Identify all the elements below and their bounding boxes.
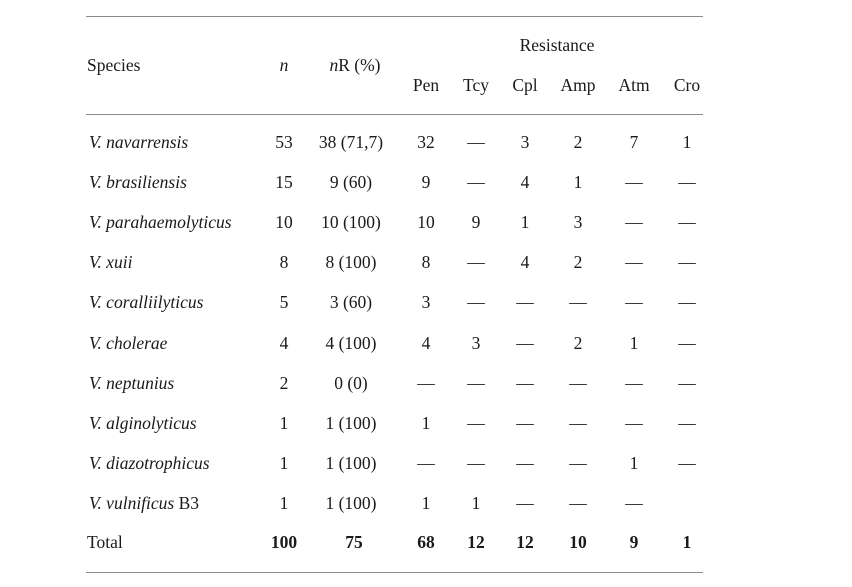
resistance-value: — bbox=[625, 212, 643, 233]
nr-value: 3 (60) bbox=[329, 292, 373, 313]
resistance-value: 10 bbox=[417, 212, 435, 233]
resistance-value: 9 bbox=[421, 172, 431, 193]
resistance-value: — bbox=[516, 412, 534, 433]
resistance-value: — bbox=[516, 452, 534, 473]
resistance-value: — bbox=[569, 452, 587, 473]
total-value: 12 bbox=[467, 532, 485, 552]
species-name: V. neptunius bbox=[89, 372, 175, 393]
resistance-value: — bbox=[678, 252, 696, 273]
resistance-value: 2 bbox=[573, 132, 583, 152]
n-value: 1 bbox=[279, 492, 289, 513]
resistance-value: — bbox=[516, 292, 534, 313]
n-value: 15 bbox=[275, 172, 293, 193]
nr-value: 9 (60) bbox=[329, 172, 373, 193]
species-name: V. xuii bbox=[89, 252, 133, 273]
total-value: 12 bbox=[516, 532, 534, 552]
species-name: V. parahaemolyticus bbox=[89, 212, 232, 233]
resistance-value: 7 bbox=[629, 132, 639, 152]
resistance-value: 1 bbox=[629, 332, 639, 353]
resistance-value: 2 bbox=[573, 252, 583, 273]
resistance-value: — bbox=[467, 412, 485, 433]
resistance-value: — bbox=[678, 172, 696, 193]
header-rule bbox=[86, 114, 703, 115]
resistance-value: 1 bbox=[520, 212, 530, 233]
header-nr-label: R (%) bbox=[338, 55, 381, 75]
resistance-value: 32 bbox=[417, 132, 435, 152]
header-atm: Atm bbox=[618, 75, 650, 95]
n-value: 2 bbox=[279, 372, 289, 393]
resistance-value: — bbox=[516, 492, 534, 513]
nr-value: 0 (0) bbox=[334, 372, 368, 393]
resistance-value: — bbox=[625, 252, 643, 273]
resistance-value: — bbox=[625, 372, 643, 393]
resistance-value: — bbox=[678, 452, 696, 473]
bottom-rule bbox=[86, 572, 703, 573]
header-nr-n: n bbox=[329, 55, 339, 75]
resistance-value: 1 bbox=[629, 452, 639, 473]
n-value: 10 bbox=[275, 212, 293, 233]
resistance-value: — bbox=[417, 372, 435, 393]
nr-value: 1 (100) bbox=[325, 452, 377, 473]
header-n: n bbox=[279, 55, 289, 75]
resistance-value: — bbox=[467, 292, 485, 313]
n-value: 1 bbox=[279, 452, 289, 473]
nr-value: 38 (71,7) bbox=[318, 132, 384, 152]
resistance-value: — bbox=[678, 332, 696, 353]
n-value: 1 bbox=[279, 412, 289, 433]
header-amp: Amp bbox=[560, 75, 596, 95]
nr-value: 4 (100) bbox=[325, 332, 377, 353]
resistance-value: 4 bbox=[421, 332, 431, 353]
n-value: 8 bbox=[279, 252, 289, 273]
resistance-value: — bbox=[569, 372, 587, 393]
species-name: V. navarrensis bbox=[89, 132, 189, 152]
header-pen: Pen bbox=[412, 75, 440, 95]
nr-value: 8 (100) bbox=[325, 252, 377, 273]
resistance-value: — bbox=[467, 372, 485, 393]
n-value: 53 bbox=[275, 132, 293, 152]
resistance-value: 1 bbox=[421, 412, 431, 433]
resistance-value: 3 bbox=[573, 212, 583, 233]
resistance-value: — bbox=[678, 292, 696, 313]
resistance-value: — bbox=[467, 172, 485, 193]
resistance-value: — bbox=[516, 372, 534, 393]
n-value: 5 bbox=[279, 292, 289, 313]
header-cro: Cro bbox=[673, 75, 701, 95]
resistance-value: — bbox=[467, 132, 485, 152]
resistance-value: — bbox=[569, 492, 587, 513]
resistance-value: — bbox=[417, 452, 435, 473]
resistance-value: — bbox=[467, 452, 485, 473]
resistance-value: 3 bbox=[471, 332, 481, 353]
header-nr bbox=[329, 55, 380, 75]
total-value: 10 bbox=[569, 532, 587, 552]
nr-value: 1 (100) bbox=[325, 412, 377, 433]
header-tcy: Tcy bbox=[463, 75, 489, 95]
total-value: 1 bbox=[682, 532, 692, 552]
resistance-value: — bbox=[569, 292, 587, 313]
resistance-value: 1 bbox=[471, 492, 481, 513]
total-value: 9 bbox=[629, 532, 639, 552]
resistance-value: — bbox=[625, 292, 643, 313]
resistance-value: — bbox=[516, 332, 534, 353]
species-name: V. brasiliensis bbox=[89, 172, 187, 193]
resistance-value: 1 bbox=[573, 172, 583, 193]
resistance-value: — bbox=[678, 212, 696, 233]
header-resistance: Resistance bbox=[519, 35, 595, 55]
resistance-value: — bbox=[569, 412, 587, 433]
nr-value: 10 (100) bbox=[321, 212, 381, 233]
resistance-value: 2 bbox=[573, 332, 583, 353]
resistance-value: 4 bbox=[520, 252, 530, 273]
resistance-value: — bbox=[678, 412, 696, 433]
species-name: V. alginolyticus bbox=[89, 412, 197, 433]
resistance-value: 1 bbox=[421, 492, 431, 513]
resistance-value: 3 bbox=[421, 292, 431, 313]
total-n: 100 bbox=[270, 532, 298, 552]
header-cpl: Cpl bbox=[512, 75, 538, 95]
resistance-value: 8 bbox=[421, 252, 431, 273]
species-name: V. coralliilyticus bbox=[89, 292, 204, 313]
total-nr: 75 bbox=[345, 532, 363, 552]
total-label: Total bbox=[87, 532, 123, 552]
resistance-value: 1 bbox=[682, 132, 692, 152]
resistance-value: — bbox=[467, 252, 485, 273]
resistance-value: — bbox=[678, 372, 696, 393]
resistance-value: — bbox=[625, 412, 643, 433]
species-name: V. diazotrophicus bbox=[89, 452, 210, 473]
resistance-value: — bbox=[625, 492, 643, 513]
resistance-value: 4 bbox=[520, 172, 530, 193]
resistance-value: 3 bbox=[520, 132, 530, 152]
header-species: Species bbox=[87, 55, 141, 75]
top-rule bbox=[86, 16, 703, 17]
resistance-value: — bbox=[625, 172, 643, 193]
n-value: 4 bbox=[279, 332, 289, 353]
resistance-value: 9 bbox=[471, 212, 481, 233]
total-value: 68 bbox=[417, 532, 435, 552]
nr-value: 1 (100) bbox=[325, 492, 377, 513]
species-name: V. cholerae bbox=[89, 332, 168, 353]
species-name: V. vulnificus B3 bbox=[89, 492, 200, 513]
